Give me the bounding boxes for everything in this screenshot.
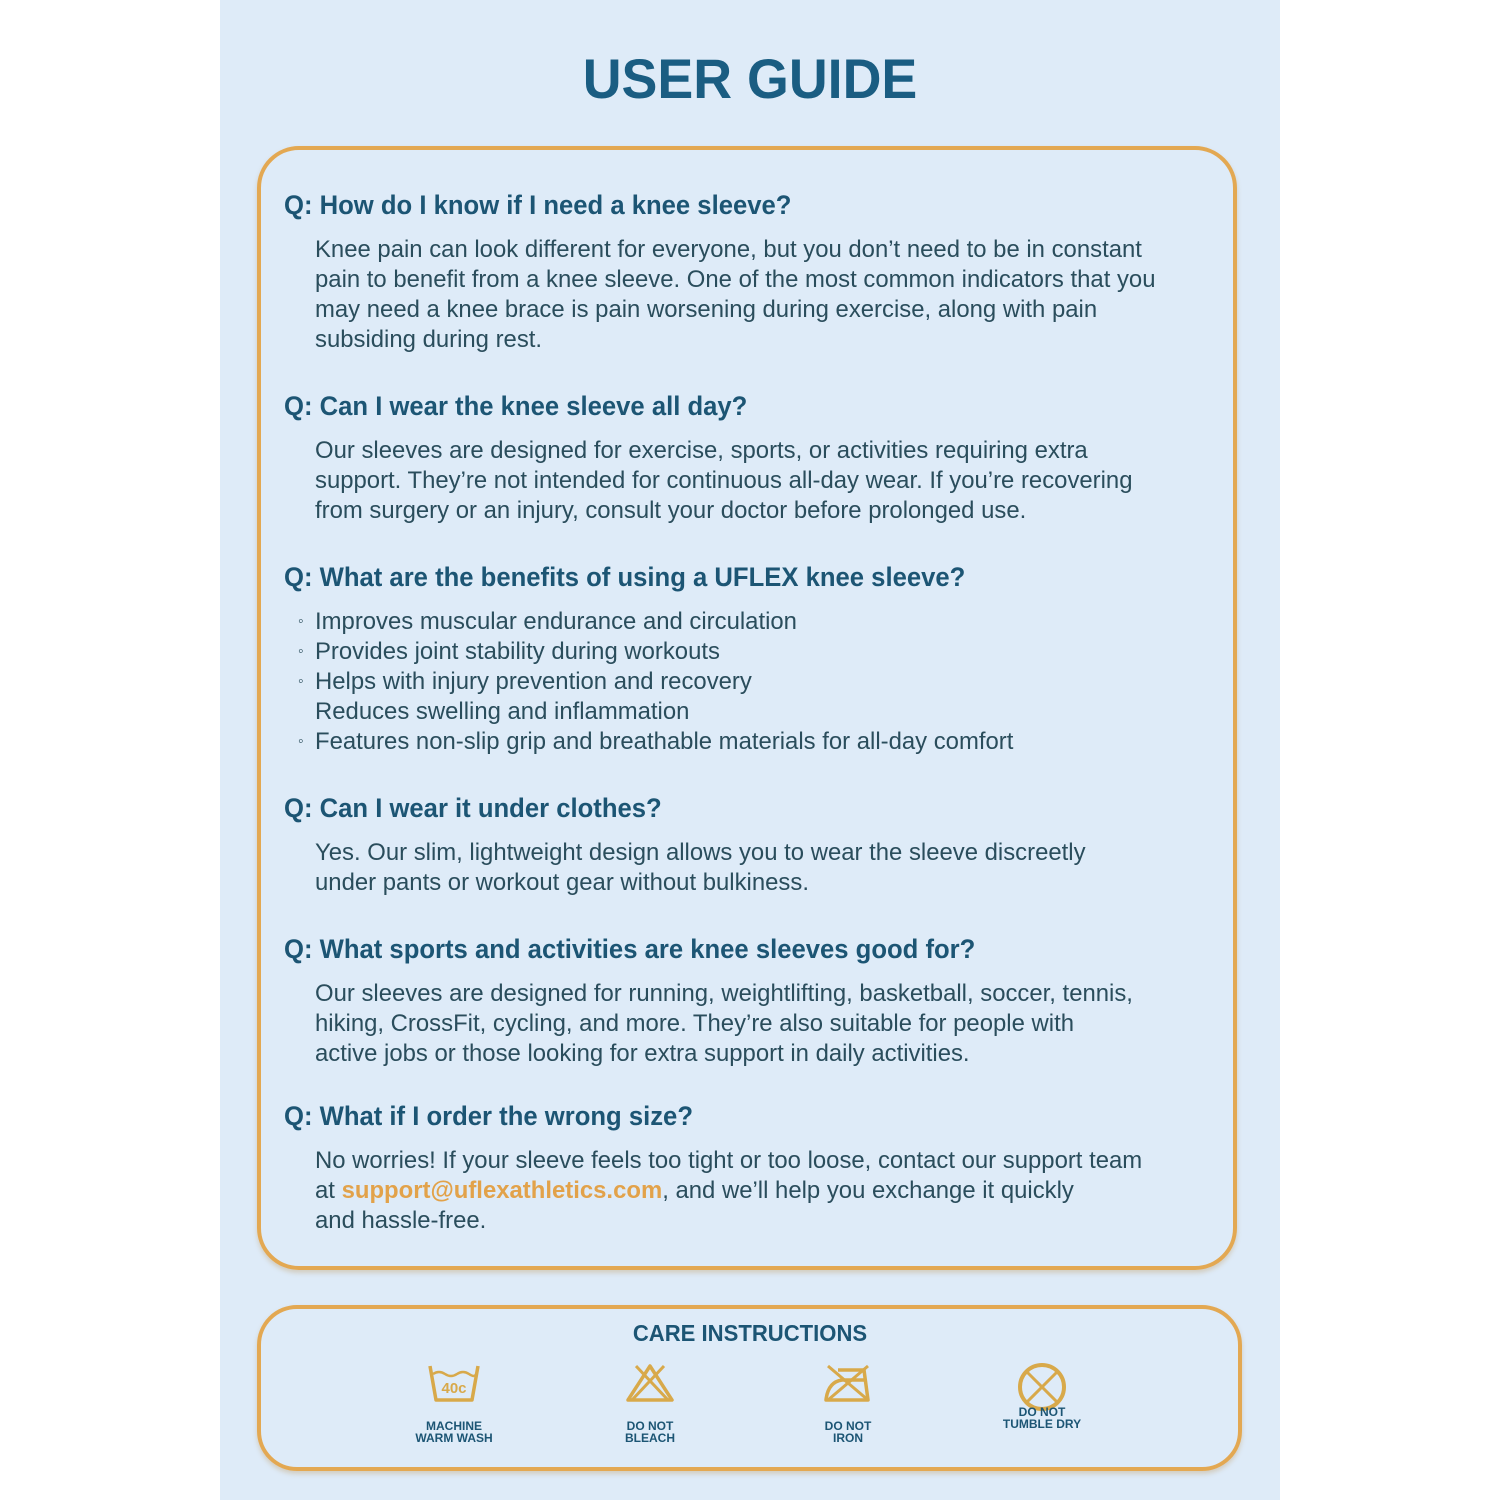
faq-answer	[315, 235, 1155, 355]
answer-line: may need a knee brace is pain worsening during exercise, along with pain	[315, 296, 1098, 323]
care-label-line: WARM WASH	[415, 1431, 493, 1445]
list-item-text: Helps with injury prevention and recovery	[315, 668, 752, 695]
answer-line: under pants or workout gear without bulkiness.	[315, 869, 809, 896]
faq-answer	[315, 436, 1133, 526]
care-label-line: TUMBLE DRY	[1002, 1417, 1082, 1431]
answer-line: hiking, CrossFit, cycling, and more. They’re also suitable for people with	[315, 1010, 1075, 1037]
bullet-icon: ◦	[298, 733, 304, 750]
answer-line: and hassle-free.	[315, 1207, 487, 1234]
care-label-line: MACHINE	[426, 1419, 482, 1433]
list-item-text: Features non-slip grip and breathable materials for all-day comfort	[315, 728, 1014, 755]
care-title: CARE INSTRUCTIONS	[632, 1320, 868, 1346]
answer-line: active jobs or those looking for extra support in daily activities.	[315, 1040, 970, 1067]
wash-tub-icon	[426, 1360, 482, 1406]
list-item-text: Provides joint stability during workouts	[315, 638, 720, 665]
bullet-icon: ◦	[298, 673, 304, 690]
care-label-line: DO NOT	[1018, 1405, 1066, 1419]
faq-question: Q: What sports and activities are knee sleeves good for?	[284, 934, 976, 964]
care-label	[972, 1406, 1112, 1430]
bullet-icon: ◦	[298, 643, 304, 660]
care-item-no-iron	[778, 1360, 918, 1444]
list-item-text: Reduces swelling and inflammation	[315, 698, 690, 725]
care-label	[778, 1420, 918, 1444]
answer-line: from surgery or an injury, consult your doctor before prolonged use.	[315, 497, 1027, 524]
faq-answer	[315, 1146, 1142, 1236]
faq-answer	[315, 838, 1086, 898]
answer-line: Knee pain can look different for everyone, but you don’t need to be in constant	[315, 236, 1142, 263]
answer-text: at	[315, 1177, 342, 1204]
care-item-no-bleach	[580, 1360, 720, 1444]
answer-line: Our sleeves are designed for exercise, sports, or activities requiring extra	[315, 437, 1088, 464]
answer-line	[315, 1176, 1142, 1206]
answer-line: No worries! If your sleeve feels too tight or too loose, contact our support team	[315, 1147, 1143, 1174]
faq-question: Q: What if I order the wrong size?	[284, 1101, 693, 1131]
answer-line: Our sleeves are designed for running, weightlifting, basketball, soccer, tennis,	[315, 980, 1133, 1007]
care-label	[384, 1420, 524, 1444]
care-item-machine-wash	[384, 1360, 524, 1444]
care-label-line: BLEACH	[625, 1431, 675, 1445]
faq-question: Q: Can I wear it under clothes?	[284, 793, 662, 823]
list-item-text: Improves muscular endurance and circulation	[315, 608, 797, 635]
faq-answer	[315, 979, 1133, 1069]
faq-question: Q: How do I know if I need a knee sleeve?	[284, 190, 792, 220]
care-label-line: IRON	[833, 1431, 863, 1445]
bullet-icon: ◦	[298, 613, 304, 630]
faq-question: Q: Can I wear the knee sleeve all day?	[284, 391, 748, 421]
answer-line: subsiding during rest.	[315, 326, 543, 353]
care-label-line: DO NOT	[626, 1419, 674, 1433]
answer-line: Yes. Our slim, lightweight design allows you to wear the sleeve discreetly	[315, 839, 1086, 866]
answer-line: support. They’re not intended for continuous all-day wear. If you’re recovering	[315, 467, 1133, 494]
page-title: USER GUIDE	[582, 47, 918, 110]
answer-text: , and we’ll help you exchange it quickly	[662, 1177, 1074, 1204]
no-bleach-icon	[622, 1360, 678, 1406]
answer-line: pain to benefit from a knee sleeve. One of the most common indicators that you	[315, 266, 1156, 293]
no-iron-icon	[820, 1360, 876, 1406]
faq-question: Q: What are the benefits of using a UFLEX knee sleeve?	[284, 562, 966, 592]
care-item-no-tumble-dry	[972, 1360, 1112, 1430]
care-label	[580, 1420, 720, 1444]
care-label-line: DO NOT	[824, 1419, 872, 1433]
support-email-link[interactable]: support@uflexathletics.com	[341, 1177, 663, 1204]
svg-text:40c: 40c	[441, 1380, 467, 1397]
